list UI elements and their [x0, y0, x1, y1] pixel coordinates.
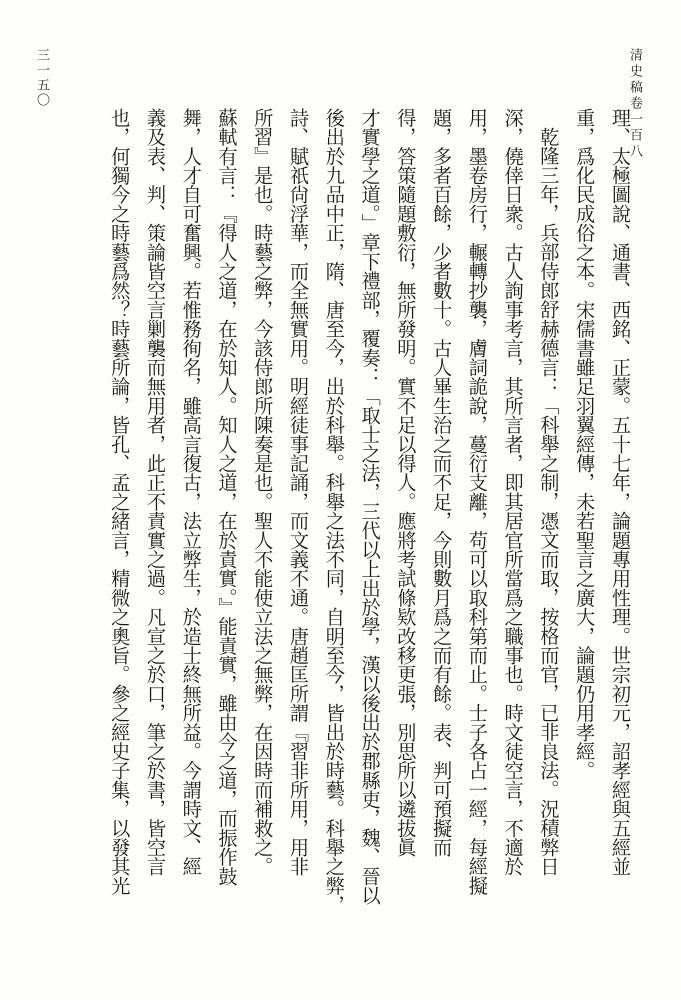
text-column: 理、太極圖說、通書、西銘、正蒙。五十七年，論題專用性理。世宗初元，詔孝經與五經並	[608, 108, 632, 876]
text-column-paragraph-start: 乾隆三年，兵部侍郎舒赫德言：「科舉之制，憑文而取，按格而官，已非良法。況積弊日	[537, 127, 561, 876]
running-header-title: 清史稿卷一百八	[627, 48, 642, 160]
text-column: 用，墨卷房行，輾轉抄襲，膚詞詭說，蔓衍支離，苟可以取科第而止。士子各占一經，每經擬	[465, 108, 489, 896]
text-column: 深，僥倖日衆。古人詢事考言，其所言者，即其居官所當爲之職事也。時文徒空言，不適於	[501, 108, 525, 876]
text-column: 義及表、判、策論皆空言剿襲而無用者，此正不責實之過。凡宣之於口，筆之於書，皆空言	[143, 108, 167, 876]
text-column: 才實學之道。」章下禮部，覆奏：「取士之法，三代以上出於學，漢以後出於郡縣吏，魏、晉以	[358, 108, 382, 905]
text-column: 詩、賦祇尙浮華，而全無實用。明經徒事記誦，而文義不通。唐趙匡所謂『習非所用，用非	[287, 108, 311, 876]
text-column: 所習』是也。時藝之弊，今該侍郎所陳奏是也。聖人不能使立法之無弊，在因時而補救之。	[251, 108, 275, 876]
text-column: 也，何獨今之時藝爲然？時藝所論，皆孔、孟之緒言，精微之奧旨。參之經史子集，以發其光	[108, 108, 132, 896]
text-column: 蘇軾有言：『得人之道，在於知人。知人之道，在於責實。』能責實，雖由今之道，而振作鼓	[215, 108, 239, 886]
text-column: 題，多者百餘，少者數十。古人畢生治之而不足，今則數月爲之而有餘。表、判可預擬而	[430, 108, 454, 857]
text-column: 舞，人才自可奮興。若惟務徇名，雖高言復古，法立弊生，於造士終無所益。今謂時文、經	[179, 108, 203, 876]
page-number: 三一五〇	[34, 48, 49, 108]
text-column: 後出於九品中正，隋、唐至今，出於科舉。科舉之法不同，自明至今，皆出於時藝。科舉之弊，	[322, 108, 346, 915]
text-column: 得，答策隨題敷衍，無所發明。實不足以得人。應將考試條欵改移更張，別思所以遴拔眞	[394, 108, 418, 857]
body-text	[110, 108, 630, 968]
text-column: 重，爲化民成俗之本。宋儒書雖足羽翼經傳，未若聖言之廣大，論題仍用孝經。	[573, 108, 597, 780]
